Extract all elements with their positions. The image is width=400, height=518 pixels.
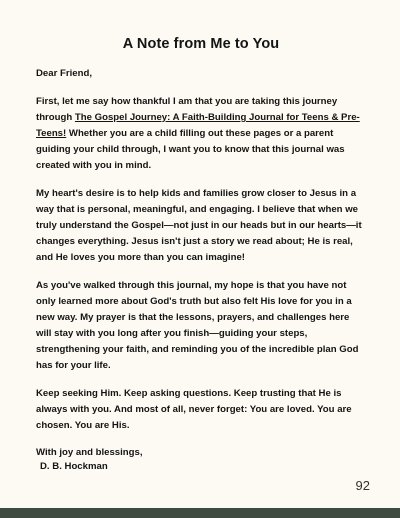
book-title: The Gospel Journey: A Faith-Building Journal for Teens & Pre-Teens! [36, 112, 360, 139]
page-title: A Note from Me to You [122, 36, 280, 52]
paragraph-1-rest: Whether you are a child filling out these pages or a parent guiding your child through, I want you to know that this journal was created with you in mind. [36, 128, 345, 171]
letter-paragraph-2: My heart's desire is to help kids and families grow closer to Jesus in a way that is personal, meaningful, and engaging. I believe that when we truly understand the Gospel—not just in our heads but in our hearts—it changes everything. Jesus isn't just a story we read about; He is real, and He loves you more than you can imagine! [36, 188, 362, 263]
page-number: 92 [355, 478, 370, 493]
letter-signature: D. B. Hockman [40, 461, 108, 472]
paragraph-1-intro: First, let me say how thankful I am that you are taking this journey through [36, 96, 338, 123]
letter-paragraph-3: As you've walked through this journal, my hope is that you have not only learned more about God's truth but also felt His love for you in a new way. My prayer is that the lessons, prayers, and challenges here will stay with you long after you finish—guiding your steps, strengthening your faith, and reminding you of the incredible plan God has for your life. [36, 280, 359, 371]
letter-paragraph-4: Keep seeking Him. Keep asking questions. Keep trusting that He is always with you. And most of all, never forget: You are loved. You are chosen. You are His. [36, 388, 352, 431]
letter-closing: With joy and blessings, [36, 447, 143, 458]
letter-greeting: Dear Friend, [36, 68, 92, 79]
letter-paragraph-1 [36, 94, 366, 174]
bottom-bar [0, 508, 400, 518]
